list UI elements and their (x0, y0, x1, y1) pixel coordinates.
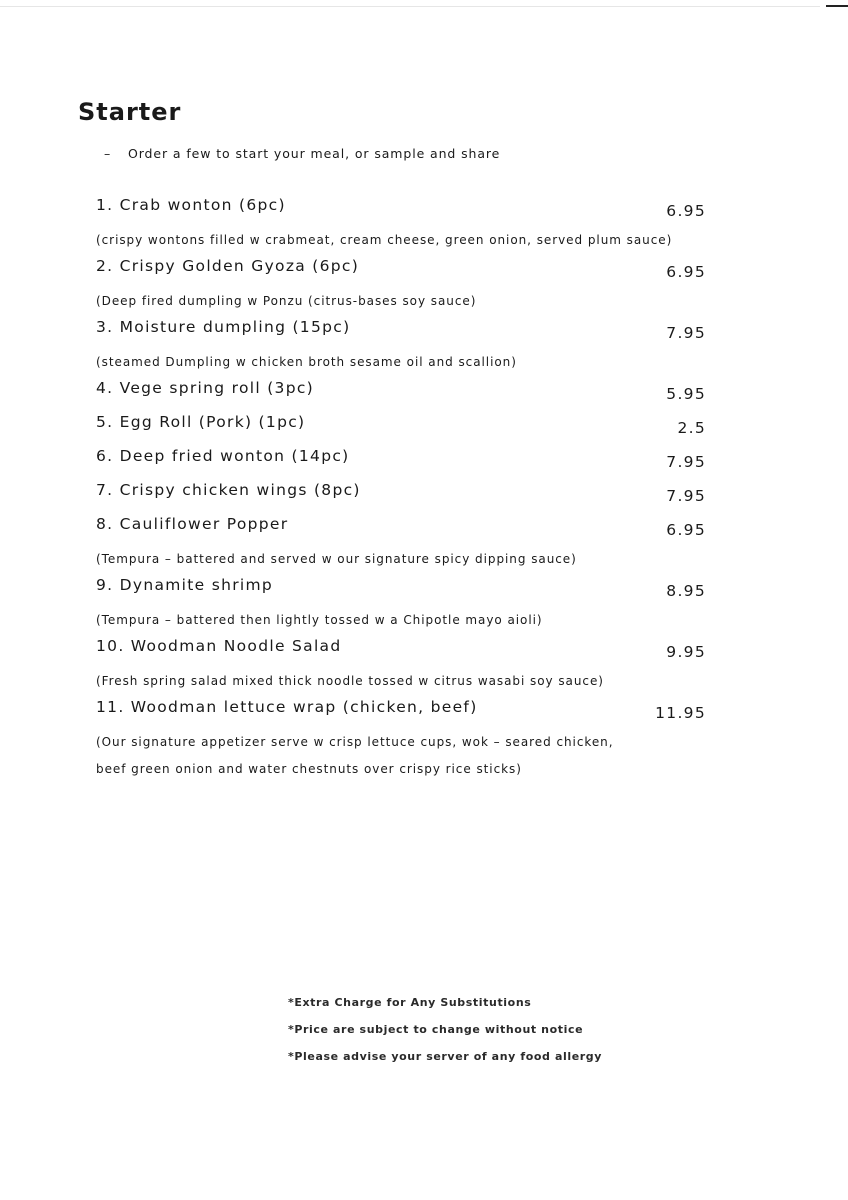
menu-item-price: 6.95 (666, 202, 706, 220)
menu-item (96, 196, 708, 254)
menu-item-row (96, 515, 708, 541)
menu-item-name: 6. Deep fried wonton (14pc) (96, 447, 350, 465)
menu-item-price: 6.95 (666, 521, 706, 539)
footnotes (288, 996, 602, 1077)
menu-item-description: (Tempura – battered then lightly tossed w a Chipotle mayo aioli) (96, 613, 543, 627)
menu-item-description: (crispy wontons filled w crabmeat, cream cheese, green onion, served plum sauce) (96, 233, 673, 247)
menu-item-row (96, 413, 708, 439)
menu-item-name: 7. Crispy chicken wings (8pc) (96, 481, 361, 499)
menu-item-price: 2.5 (677, 419, 706, 437)
subtitle (104, 146, 500, 161)
menu-item-row (96, 318, 708, 344)
menu-item-row (96, 196, 708, 222)
menu-item-row (96, 481, 708, 507)
menu-item (96, 637, 708, 695)
menu-item-name: 4. Vege spring roll (3pc) (96, 379, 315, 397)
menu-item-row (96, 698, 708, 724)
menu-item-price: 11.95 (655, 704, 706, 722)
menu-item (96, 447, 708, 473)
menu-item-row (96, 447, 708, 473)
menu-list (96, 196, 708, 786)
subtitle-text: Order a few to start your meal, or sample and share (128, 146, 501, 161)
menu-item-row (96, 379, 708, 405)
subtitle-dash: – (104, 146, 112, 161)
menu-item-name: 1. Crab wonton (6pc) (96, 196, 286, 214)
menu-item-name: 3. Moisture dumpling (15pc) (96, 318, 351, 336)
menu-item (96, 257, 708, 315)
menu-item-price: 7.95 (666, 487, 706, 505)
corner-mark (826, 5, 848, 7)
menu-item-name: 2. Crispy Golden Gyoza (6pc) (96, 257, 360, 275)
page-title: Starter (78, 98, 182, 126)
footnote: *Price are subject to change without notice (288, 1023, 584, 1036)
menu-item (96, 698, 708, 783)
menu-item-price: 7.95 (666, 453, 706, 471)
menu-item (96, 318, 708, 376)
menu-item (96, 379, 708, 405)
menu-item-name: 8. Cauliflower Popper (96, 515, 289, 533)
footnote: *Extra Charge for Any Substitutions (288, 996, 532, 1009)
menu-item-price: 8.95 (666, 582, 706, 600)
menu-item (96, 413, 708, 439)
menu-item (96, 481, 708, 507)
menu-item-price: 7.95 (666, 324, 706, 342)
menu-item (96, 576, 708, 634)
menu-item (96, 515, 708, 573)
menu-item-name: 9. Dynamite shrimp (96, 576, 274, 594)
menu-item-row (96, 576, 708, 602)
menu-item-description: (Our signature appetizer serve w crisp lettuce cups, wok – seared chicken, (96, 735, 614, 749)
menu-item-name: 10. Woodman Noodle Salad (96, 637, 342, 655)
menu-item-name: 5. Egg Roll (Pork) (1pc) (96, 413, 306, 431)
menu-item-name: 11. Woodman lettuce wrap (chicken, beef) (96, 698, 478, 716)
menu-item-description: (steamed Dumpling w chicken broth sesame oil and scallion) (96, 355, 517, 369)
footnote: *Please advise your server of any food allergy (288, 1050, 603, 1063)
menu-item-row (96, 257, 708, 283)
menu-item-description: beef green onion and water chestnuts over crispy rice sticks) (96, 762, 522, 776)
menu-item-row (96, 637, 708, 663)
menu-item-price: 6.95 (666, 263, 706, 281)
top-rule (0, 6, 820, 7)
menu-item-description: (Tempura – battered and served w our signature spicy dipping sauce) (96, 552, 577, 566)
menu-item-price: 5.95 (666, 385, 706, 403)
menu-item-description: (Deep fired dumpling w Ponzu (citrus-bases soy sauce) (96, 294, 477, 308)
menu-item-price: 9.95 (666, 643, 706, 661)
menu-item-description: (Fresh spring salad mixed thick noodle tossed w citrus wasabi soy sauce) (96, 674, 604, 688)
